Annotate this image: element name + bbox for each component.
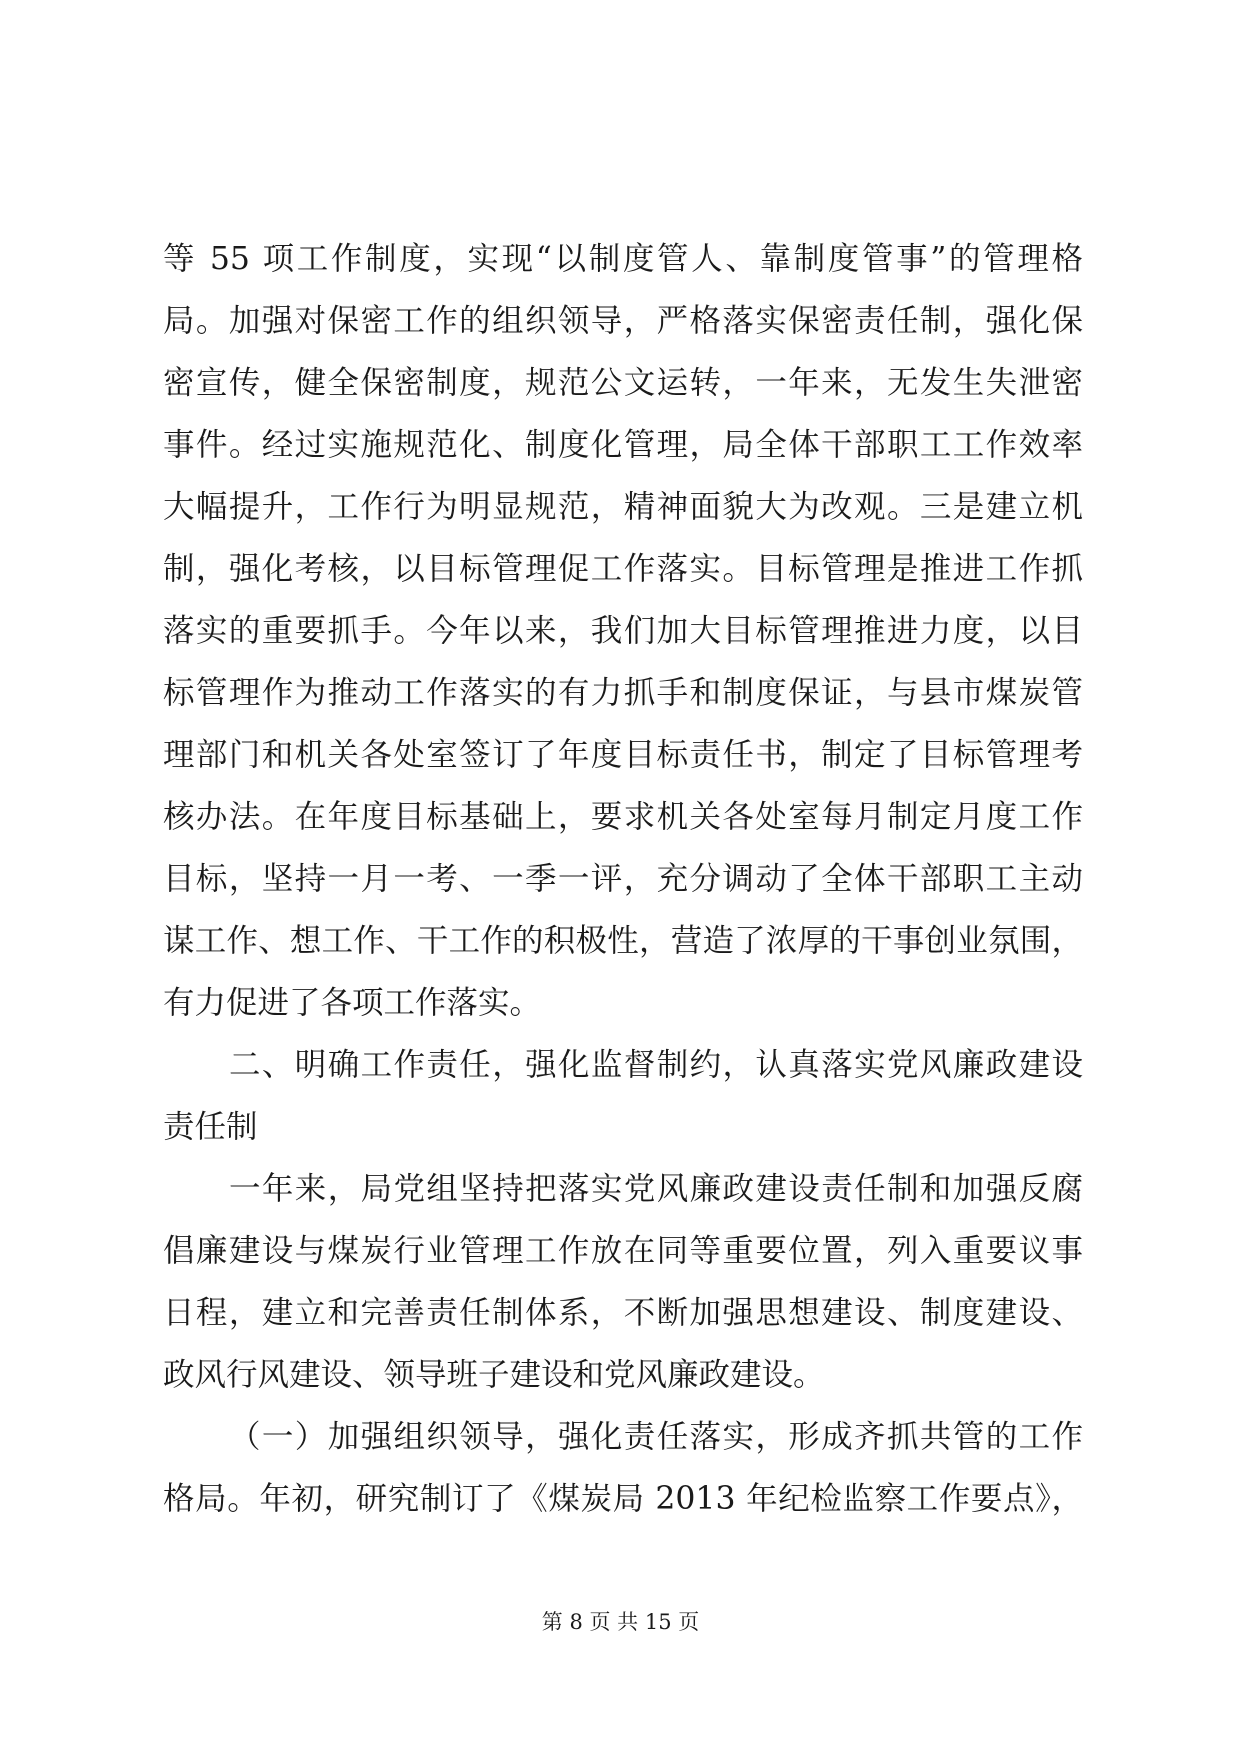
text-line: 日程，建立和完善责任制体系，不断加强思想建设、制度建设、 — [163, 1295, 1083, 1331]
text-line: 政风行风建设、领导班子建设和党风廉政建设。 — [163, 1357, 825, 1393]
section-heading-line: 二、明确工作责任，强化监督制约，认真落实党风廉政建设 — [229, 1047, 1083, 1083]
text-line: 大幅提升，工作行为明显规范，精神面貌大为改观。三是建立机 — [163, 489, 1083, 525]
text-line: 密宣传，健全保密制度，规范公文运转，一年来，无发生失泄密 — [163, 365, 1083, 401]
text-line: 局。加强对保密工作的组织领导，严格落实保密责任制，强化保 — [163, 303, 1083, 339]
text-line: 制，强化考核，以目标管理促工作落实。目标管理是推进工作抓 — [163, 551, 1083, 587]
text-line: 倡廉建设与煤炭行业管理工作放在同等重要位置，列入重要议事 — [163, 1233, 1083, 1269]
text-line: 目标，坚持一月一考、一季一评，充分调动了全体干部职工主动 — [163, 861, 1083, 897]
body-text — [163, 228, 1083, 1530]
text-line: 核办法。在年度目标基础上，要求机关各处室每月制定月度工作 — [163, 799, 1083, 835]
text-line: 标管理作为推动工作落实的有力抓手和制度保证，与县市煤炭管 — [163, 675, 1083, 711]
text-line: 理部门和机关各处室签订了年度目标责任书，制定了目标管理考 — [163, 737, 1083, 773]
text-line: 等 55 项工作制度，实现“以制度管人、靠制度管事”的管理格 — [163, 241, 1083, 277]
text-line: 有力促进了各项工作落实。 — [163, 985, 542, 1021]
text-line: 落实的重要抓手。今年以来，我们加大目标管理推进力度，以目 — [163, 613, 1083, 649]
text-line: 一年来，局党组坚持把落实党风廉政建设责任制和加强反腐 — [229, 1171, 1083, 1207]
text-line: 格局。年初，研究制订了《煤炭局 2013 年纪检监察工作要点》， — [163, 1481, 1083, 1517]
page-number: 第 8 页 共 15 页 — [541, 1610, 700, 1634]
section-heading-line: 责任制 — [163, 1109, 258, 1145]
text-line: 谋工作、想工作、干工作的积极性，营造了浓厚的干事创业氛围， — [163, 923, 1083, 959]
text-line: 事件。经过实施规范化、制度化管理，局全体干部职工工作效率 — [163, 427, 1083, 463]
subsection-line: （一）加强组织领导，强化责任落实，形成齐抓共管的工作 — [229, 1419, 1083, 1455]
